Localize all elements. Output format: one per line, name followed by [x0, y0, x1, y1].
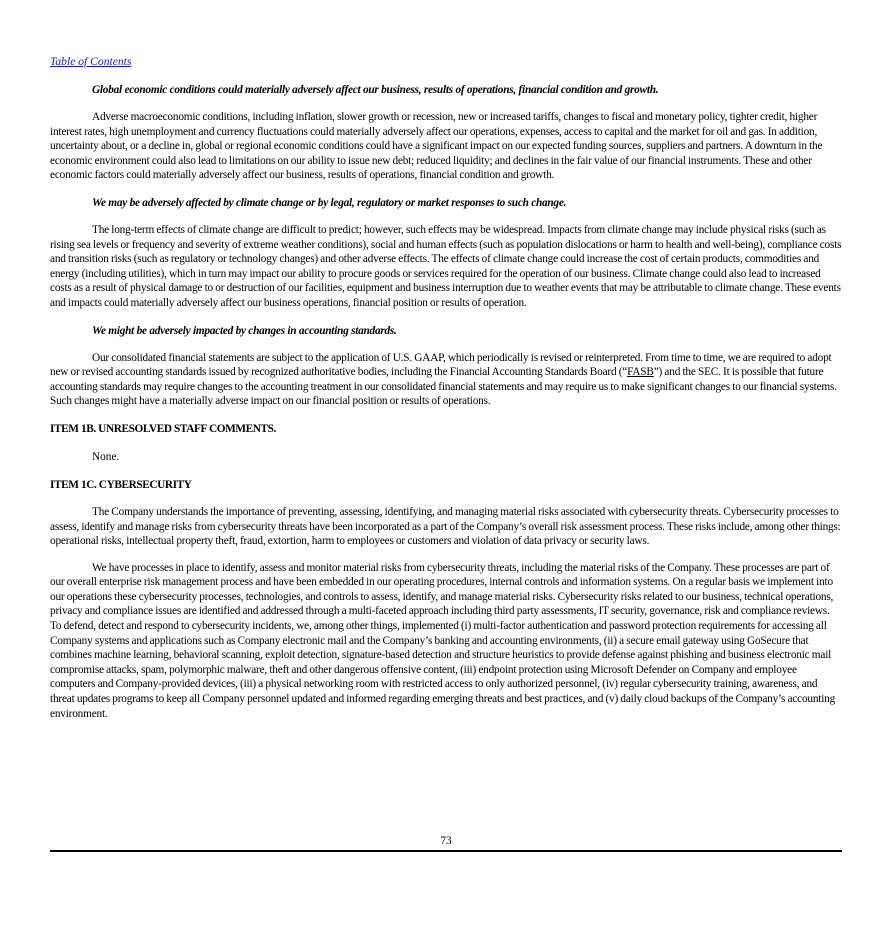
accounting-text-before: Our consolidated financial statements are subject to the application of U.S. GAAP, which periodically is revised or reinterpreted. From time to time, we are required to adopt new or revised accounting standards issued by recognized authoritative bodies, including the Financial Accounting Standards Board (“ — [50, 351, 832, 379]
cybersecurity-paragraph-2: We have processes in place to identify, assess and monitor material risks from cybersecurity threats, including the material risks of the Company. These processes are part of our overall enterprise risk management process and have been embedded in our operating procedures, internal controls and information systems. On a regular basis we implement into our operations these cybersecurity processes, technologies, and controls to assess, identify, and manage material risks. Cybersecurity risks related to our business, technical operations, privacy and compliance issues are identified and addressed through a multi-faceted approach including third party assessments, IT security, governance, risk and compliance reviews. To defend, detect and respond to cybersecurity incidents, we, among other things, implemented (i) multi-factor authentication and password protection requirements for accessing all Company systems and applications such as Company electronic mail and the Company’s banking and accounting environments, (ii) a secure email gateway using GoSecure that combines machine learning, behavioral scanning, exploit detection, signature-based detection and structure heuristics to provide defense against phishing and business electronic mail compromise attacks, spam, polymorphic malware, theft and other dangerous offensive content, (iii) endpoint protection using Microsoft Defender on Company and employee computers and Company-provided devices, (iii) a physical networking room with restricted access to only authorized personnel, (iv) regular cybersecurity training, awareness, and threat updates programs to keep all Company personnel updated and informed regarding emerging threats and best practices, and (v) daily cloud backups of the Company’s accounting environment. — [50, 561, 836, 720]
climate-change-paragraph: The long-term effects of climate change are difficult to predict; however, such effects may be widespread. Impacts from climate change may include physical risks (such as rising sea levels or frequency and severity of extreme weather conditions), social and human effects (such as population dislocations or harm to health and well-being), compliance costs and transition risks (such as regulatory or technology changes) and other adverse effects. The effects of climate change could increase the cost of certain products, commodities and energy (including utilities), which in turn may impact our ability to procure goods or services required for the operation of our business. Climate change could also lead to increased costs as a result of physical damage to or destruction of our facilities, equipment and business interruption due to weather events that may be attributable to climate change. These events and impacts could materially adversely affect our business operations, financial position or results of operation. — [50, 223, 842, 309]
item-1b-heading: ITEM 1B. UNRESOLVED STAFF COMMENTS. — [50, 422, 276, 435]
page-number: 73 — [440, 835, 452, 847]
page-footer — [50, 834, 842, 852]
item-1c-heading: ITEM 1C. CYBERSECURITY — [50, 478, 192, 491]
accounting-text-after: ”) and the SEC. It is possible that future accounting standards may require changes to the accounting treatment in our consolidated financial statements and may require us to make significant changes to our financial systems. Such changes might have a materially adverse impact on our financial position or results of operations. — [50, 366, 837, 408]
item-1b-body: None. — [92, 450, 120, 463]
global-economic-paragraph: Adverse macroeconomic conditions, including inflation, slower growth or recession, new or increased tariffs, changes to fiscal and monetary policy, tighter credit, higher interest rates, high unemployment and currency fluctuations could materially adversely affect our operations, expenses, access to capital and the market for oil and gas. In addition, uncertainty about, or a decline in, global or regional economic conditions could have a significant impact on our expected funding sources, suppliers and partners. A downturn in the economic environment could also lead to limitations on our ability to issue new debt; reduced liquidity; and declines in the fair value of our financial instruments. These and other economic factors could materially adversely affect our business, results of operations, financial condition and growth. — [50, 111, 823, 182]
accounting-standards-heading: We might be adversely impacted by changes in accounting standards. — [92, 324, 397, 337]
accounting-standards-paragraph — [50, 351, 842, 409]
cybersecurity-paragraph-1: The Company understands the importance of preventing, assessing, identifying, and managing material risks associated with cybersecurity threats. Cybersecurity processes to assess, identify and manage risks from cybersecurity threats have been incorporated as a part of the Company’s overall risk assessment process. These risks include, among other things: operational risks, intellectual property theft, fraud, extortion, harm to employees or customers and violation of data privacy or security laws. — [50, 505, 841, 548]
climate-change-heading: We may be adversely affected by climate change or by legal, regulatory or market responses to such change. — [92, 196, 567, 209]
global-economic-heading: Global economic conditions could materially adversely affect our business, results of operations, financial condition and growth. — [92, 84, 659, 96]
fasb-term: FASB — [627, 366, 654, 379]
document-page — [50, 52, 842, 721]
footer-rule — [50, 850, 842, 852]
table-of-contents-link[interactable]: Table of Contents — [50, 55, 132, 68]
